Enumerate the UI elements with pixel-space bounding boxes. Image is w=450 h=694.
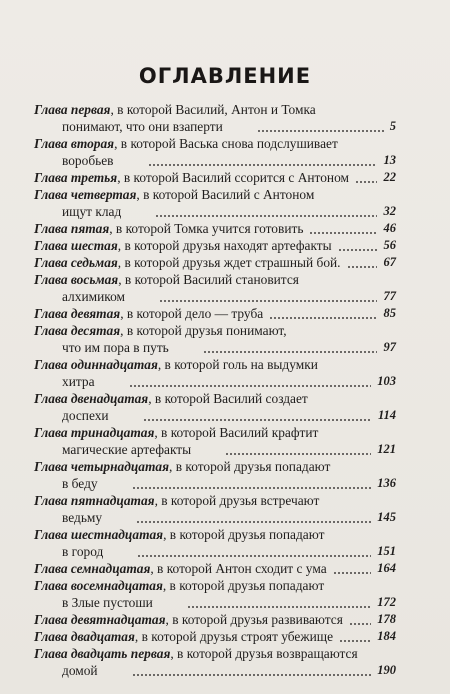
toc-entry bbox=[34, 101, 396, 135]
chapter-description: , в которой Томка учится готовить bbox=[109, 221, 304, 236]
page-number: 145 bbox=[377, 510, 396, 524]
chapter-description: , в которой голь на выдумки bbox=[157, 357, 318, 372]
page-number: 46 bbox=[383, 221, 396, 235]
chapter-label: Глава четвертая bbox=[34, 187, 137, 202]
dot-leader bbox=[349, 622, 371, 626]
dot-leader bbox=[143, 418, 372, 422]
toc-entry-continuation-line bbox=[34, 441, 396, 458]
toc-entry-text bbox=[62, 544, 103, 559]
toc-entry bbox=[34, 305, 396, 322]
chapter-label: Глава одиннадцатая bbox=[34, 357, 158, 372]
toc-entry-text bbox=[62, 663, 98, 678]
toc-entry-first-line bbox=[34, 577, 396, 594]
chapter-label: Глава первая bbox=[34, 102, 111, 117]
page-number: 172 bbox=[377, 595, 396, 609]
chapter-description: , в которой Василий становится bbox=[118, 272, 299, 287]
page-number: 67 bbox=[383, 255, 396, 269]
dot-leader bbox=[309, 231, 377, 235]
chapter-description: хитра bbox=[62, 374, 95, 389]
chapter-label: Глава десятая bbox=[34, 323, 121, 338]
chapter-label: Глава тринадцатая bbox=[34, 425, 155, 440]
toc-entry-text bbox=[34, 459, 330, 474]
dot-leader bbox=[339, 639, 371, 643]
toc-entry-first-line bbox=[34, 645, 396, 662]
toc-entry-text bbox=[34, 629, 333, 644]
toc-entry-text bbox=[34, 612, 343, 627]
toc-entry-first-line bbox=[34, 322, 396, 339]
toc-entry-text bbox=[62, 510, 102, 525]
toc-entry bbox=[34, 169, 396, 186]
toc-entry-first-line bbox=[34, 254, 396, 271]
toc-entry bbox=[34, 254, 396, 271]
chapter-label: Глава восемнадцатая bbox=[34, 578, 163, 593]
chapter-description: , в которой друзья находят артефакты bbox=[117, 238, 332, 253]
toc-entry bbox=[34, 390, 396, 424]
chapter-description: понимают, что они взаперти bbox=[62, 119, 223, 134]
toc-entry bbox=[34, 356, 396, 390]
chapter-description: , в которой Василий с Антоном bbox=[136, 187, 315, 202]
toc-entry-continuation-line bbox=[34, 475, 396, 492]
dot-leader bbox=[137, 554, 371, 558]
page-number: 22 bbox=[383, 170, 396, 184]
toc-entry-text bbox=[62, 119, 223, 134]
chapter-description: , в которой друзья возвращаются bbox=[170, 646, 358, 661]
toc-entry-first-line bbox=[34, 237, 396, 254]
chapter-description: ищут клад bbox=[62, 204, 122, 219]
page-number: 13 bbox=[383, 153, 396, 167]
chapter-label: Глава третья bbox=[34, 170, 118, 185]
toc-entry-text bbox=[34, 306, 263, 321]
chapter-description: , в которой Василий ссорится с Антоном bbox=[117, 170, 350, 185]
toc-entry-first-line bbox=[34, 492, 396, 509]
toc-entry-text bbox=[62, 408, 109, 423]
chapter-label: Глава пятнадцатая bbox=[34, 493, 155, 508]
toc-entry-text bbox=[34, 425, 318, 440]
chapter-label: Глава двадцатая bbox=[34, 629, 135, 644]
toc-entry-continuation-line bbox=[34, 339, 396, 356]
toc-entry bbox=[34, 526, 396, 560]
dot-leader bbox=[333, 571, 371, 575]
dot-leader bbox=[269, 316, 377, 320]
toc-entry-text bbox=[34, 527, 324, 542]
toc-entry bbox=[34, 458, 396, 492]
page-number: 85 bbox=[383, 306, 396, 320]
page-number: 77 bbox=[383, 289, 396, 303]
page-number: 184 bbox=[377, 629, 396, 643]
dot-leader bbox=[136, 520, 371, 524]
toc-entry-continuation-line bbox=[34, 288, 396, 305]
toc-entry-text bbox=[34, 170, 349, 185]
page-number: 121 bbox=[377, 442, 396, 456]
table-of-contents bbox=[34, 101, 396, 679]
toc-entry-text bbox=[34, 357, 318, 372]
toc-entry-text bbox=[62, 340, 169, 355]
toc-entry-text bbox=[34, 493, 319, 508]
chapter-description: домой bbox=[62, 663, 98, 678]
page-number: 32 bbox=[383, 204, 396, 218]
toc-entry-text bbox=[62, 374, 95, 389]
toc-entry-first-line bbox=[34, 458, 396, 475]
toc-entry-text bbox=[34, 102, 316, 117]
chapter-label: Глава девятнадцатая bbox=[34, 612, 166, 627]
page-number: 103 bbox=[377, 374, 396, 388]
chapter-description: , в которой друзья попадают bbox=[169, 459, 331, 474]
toc-entry-text bbox=[62, 204, 121, 219]
chapter-description: , в которой друзья попадают bbox=[163, 527, 325, 542]
chapter-description: , в которой друзья понимают, bbox=[120, 323, 287, 338]
chapter-description: в Злые пустоши bbox=[62, 595, 153, 610]
dot-leader bbox=[155, 214, 377, 218]
chapter-description: воробьев bbox=[62, 153, 114, 168]
chapter-description: ведьму bbox=[62, 510, 103, 525]
chapter-label: Глава двадцать первая bbox=[34, 646, 171, 661]
chapter-description: алхимиком bbox=[62, 289, 125, 304]
toc-entry-first-line bbox=[34, 135, 396, 152]
toc-entry bbox=[34, 271, 396, 305]
chapter-description: доспехи bbox=[62, 408, 109, 423]
dot-leader bbox=[257, 129, 384, 133]
page-number: 56 bbox=[383, 238, 396, 252]
toc-entry-first-line bbox=[34, 560, 396, 577]
page-number: 114 bbox=[377, 408, 396, 422]
chapter-description: , в которой Васька снова подслушивает bbox=[114, 136, 338, 151]
toc-entry-first-line bbox=[34, 424, 396, 441]
toc-entry-text bbox=[34, 272, 299, 287]
chapter-label: Глава седьмая bbox=[34, 255, 118, 270]
dot-leader bbox=[338, 248, 377, 252]
page-number: 136 bbox=[377, 476, 396, 490]
toc-entry-continuation-line bbox=[34, 543, 396, 560]
toc-entry-text bbox=[34, 187, 314, 202]
dot-leader bbox=[203, 350, 377, 354]
toc-entry bbox=[34, 645, 396, 679]
toc-entry bbox=[34, 560, 396, 577]
chapter-description: в город bbox=[62, 544, 104, 559]
chapter-description: , в которой друзья ждет страшный бой. bbox=[117, 255, 341, 270]
chapter-description: , в которой друзья развиваются bbox=[165, 612, 343, 627]
toc-entry-continuation-line bbox=[34, 373, 396, 390]
chapter-description: , в которой дело — труба bbox=[120, 306, 264, 321]
chapter-label: Глава шестнадцатая bbox=[34, 527, 164, 542]
toc-entry bbox=[34, 322, 396, 356]
page-number: 151 bbox=[377, 544, 396, 558]
chapter-description: , в которой Василий, Антон и Томка bbox=[110, 102, 316, 117]
toc-entry-first-line bbox=[34, 390, 396, 407]
dot-leader bbox=[159, 299, 377, 303]
toc-entry bbox=[34, 628, 396, 645]
toc-entry-continuation-line bbox=[34, 203, 396, 220]
dot-leader bbox=[225, 452, 371, 456]
dot-leader bbox=[347, 265, 377, 269]
chapter-label: Глава двенадцатая bbox=[34, 391, 149, 406]
toc-entry-first-line bbox=[34, 186, 396, 203]
toc-entry-text bbox=[34, 323, 287, 338]
toc-entry-text bbox=[62, 442, 191, 457]
toc-entry bbox=[34, 611, 396, 628]
toc-entry-text bbox=[62, 476, 98, 491]
toc-entry-first-line bbox=[34, 526, 396, 543]
chapter-description: , в которой друзья встречают bbox=[154, 493, 320, 508]
chapter-description: , в которой друзья строят убежище bbox=[134, 629, 334, 644]
toc-entry-text bbox=[34, 221, 303, 236]
toc-entry-first-line bbox=[34, 169, 396, 186]
toc-entry-first-line bbox=[34, 305, 396, 322]
dot-leader bbox=[355, 180, 377, 184]
toc-entry-continuation-line bbox=[34, 118, 396, 135]
chapter-label: Глава девятая bbox=[34, 306, 121, 321]
dot-leader bbox=[129, 384, 371, 388]
chapter-label: Глава семнадцатая bbox=[34, 561, 151, 576]
toc-entry-text bbox=[62, 595, 153, 610]
toc-entry bbox=[34, 220, 396, 237]
toc-entry-continuation-line bbox=[34, 594, 396, 611]
chapter-description: что им пора в путь bbox=[62, 340, 169, 355]
chapter-label: Глава пятая bbox=[34, 221, 110, 236]
toc-entry bbox=[34, 577, 396, 611]
toc-entry-continuation-line bbox=[34, 509, 396, 526]
dot-leader bbox=[148, 163, 377, 167]
toc-entry-continuation-line bbox=[34, 152, 396, 169]
dot-leader bbox=[132, 486, 371, 490]
toc-entry bbox=[34, 237, 396, 254]
toc-entry bbox=[34, 424, 396, 458]
toc-entry-text bbox=[34, 391, 308, 406]
toc-entry-text bbox=[34, 561, 327, 576]
chapter-label: Глава вторая bbox=[34, 136, 115, 151]
toc-entry bbox=[34, 135, 396, 169]
toc-entry-first-line bbox=[34, 101, 396, 118]
toc-entry-text bbox=[62, 289, 125, 304]
chapter-description: , в которой Василий крафтит bbox=[154, 425, 319, 440]
chapter-label: Глава восьмая bbox=[34, 272, 119, 287]
dot-leader bbox=[132, 673, 371, 677]
page-number: 178 bbox=[377, 612, 396, 626]
page-title: ОГЛАВЛЕНИЕ bbox=[138, 64, 312, 88]
toc-entry bbox=[34, 492, 396, 526]
toc-entry-first-line bbox=[34, 356, 396, 373]
page-number: 190 bbox=[377, 663, 396, 677]
toc-entry-text bbox=[34, 136, 338, 151]
page-number: 5 bbox=[389, 119, 396, 133]
toc-entry-first-line bbox=[34, 611, 396, 628]
chapter-description: , в которой Василий создает bbox=[148, 391, 308, 406]
page-number: 164 bbox=[377, 561, 396, 575]
dot-leader bbox=[187, 605, 371, 609]
toc-entry bbox=[34, 186, 396, 220]
toc-entry-first-line bbox=[34, 628, 396, 645]
chapter-description: в беду bbox=[62, 476, 98, 491]
chapter-description: , в которой Антон сходит с ума bbox=[150, 561, 327, 576]
toc-entry-text bbox=[34, 255, 341, 270]
toc-entry-continuation-line bbox=[34, 662, 396, 679]
chapter-label: Глава четырнадцатая bbox=[34, 459, 169, 474]
chapter-description: , в которой друзья попадают bbox=[162, 578, 325, 593]
page-number: 97 bbox=[383, 340, 396, 354]
toc-entry-text bbox=[34, 578, 324, 593]
toc-entry-text bbox=[34, 646, 358, 661]
toc-entry-first-line bbox=[34, 220, 396, 237]
toc-entry-text bbox=[62, 153, 114, 168]
toc-entry-continuation-line bbox=[34, 407, 396, 424]
toc-entry-first-line bbox=[34, 271, 396, 288]
toc-entry-text bbox=[34, 238, 332, 253]
chapter-label: Глава шестая bbox=[34, 238, 118, 253]
chapter-description: магические артефакты bbox=[62, 442, 192, 457]
